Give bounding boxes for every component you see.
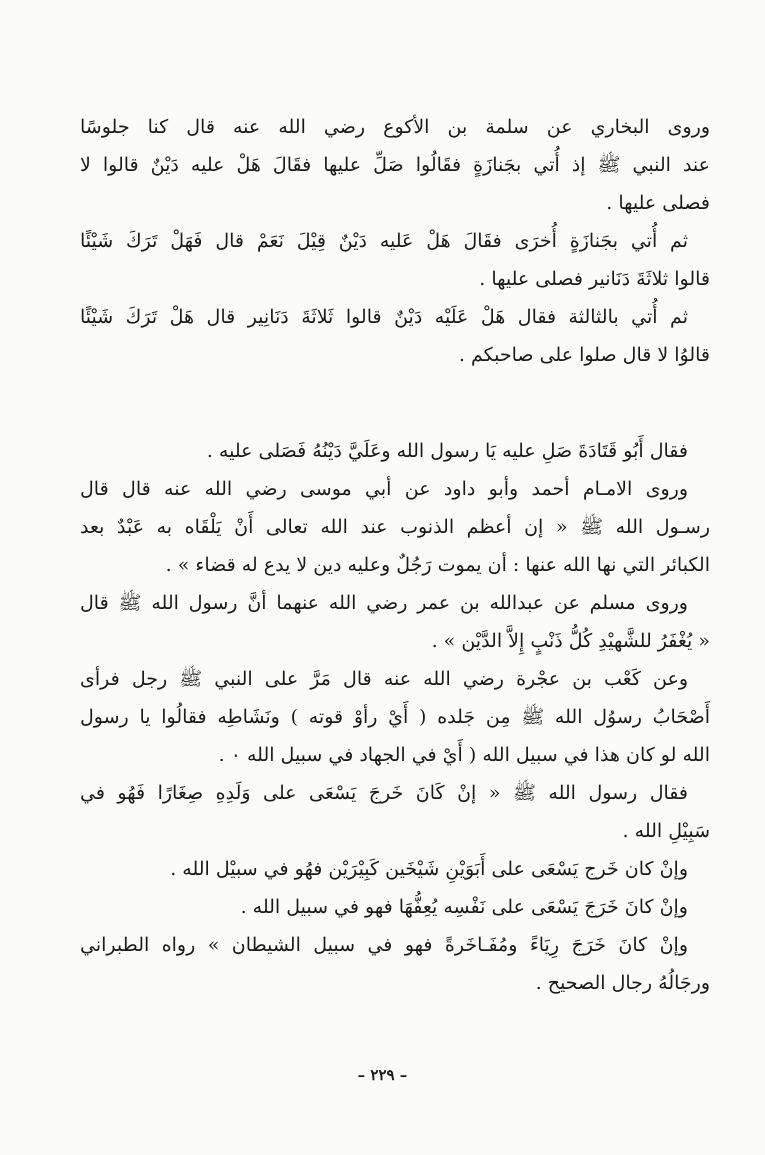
text-line: وإنْ كانَ خَرَجَ يَسْعَى على نَفْسِه يُعِفُّهَا فهو في سبيل الله . [240,896,688,918]
text-line: الله لو كان هذا في سبيل الله ( أَيْ في الجهاد في سبيل الله ٠ . [218,744,710,766]
text-line: وروى البخاري عن سلمة بن الأكوع رضي الله عنه قال كنا جلوسًا [80,116,710,138]
text-line: ورجَالُهُ رجال الصحيح . [535,972,710,994]
text-line: قالوُا لا قال صلوا على صاحبكم . [458,344,710,366]
text-block-top [80,108,710,374]
text-line: فقال أَبُو قَتَادَةَ صَلِ عليه يَا رسول الله وعَلَيَّ دَيْنُهُ فَصَلى عليه . [206,440,688,462]
text-line: وروى الامـام أحمد وأبو داود عن أبي موسى رضي الله عنه قال قال [80,478,688,500]
text-line: فقال رسول الله ﷺ « إنْ كَانَ خَرجَ يَسْعَى على وَلَدِهِ صِغَارًا فَهُو في [80,782,688,804]
text-line: ثم أُتي بالثالثة فقال هَلْ عَلَيْه دَيْنٌ قالوا ثَلاثَةَ دَنَانِير قال هَلْ تَرَكَ شَيْئًا [80,306,688,328]
text-line: وإنْ كان خَرج يَسْعَى على أَبَوَيْنِ شَيْخَين كَبِيْرَيْن فهُو في سبيْل الله . [170,858,688,880]
text-block-bottom [80,432,710,1002]
page-number: – ٢٢٩ – [357,1066,408,1084]
text-line: « يُغْفَرُ للشَّهيْدِ كُلُّ ذَنْبٍ إِلاَّ الدَّيْن » . [431,630,710,652]
text-line: وعن كَعْب بن عجْرة رضي الله عنه قال مَرَّ على النبي ﷺ رجل فرأى [80,668,688,690]
text-line: فصلى عليها . [606,192,710,214]
text-line: عند النبي ﷺ إذ أُتي بجَنازَةٍ فقَالُوا صَلِّ عليها فقَالَ هَلْ عليه دَيْنٌ قالوا لا [80,154,710,176]
text-line: رسـول الله ﷺ « إن أعظم الذنوب عند الله تعالى أَنْ يَلْقَاه به عَبْدٌ بعد [80,516,710,538]
text-line: سَبِيْلِ الله . [622,820,710,842]
text-line: قالوا ثلاثَةَ دَنَانير فصلى عليها . [479,268,710,290]
text-line: الكبائر التي نها الله عنها : أن يموت رَجُلٌ وعليه دين لا يدع له قضاء » . [165,554,710,576]
text-line: ثم أُتي بجَنازَةٍ أُخرَى فقَالَ هَلْ عَليه دَيْنٌ قِيْلَ نَعَمْ قال فَهَلْ تَرَكَ شَيْئًا [80,230,688,252]
text-line: وإنْ كانَ خَرَجَ رِيَاءً ومُفَـاخَرةً فهو في سبيل الشيطان » رواه الطبراني [80,934,688,956]
text-line: أَصْحَابُ رسوُل الله ﷺ مِن جَلده ( أَيْ رأوْ قوته ) ونَشَاطِه فقالُوا يا رسول [80,706,710,728]
text-line: وروى مسلم عن عبدالله بن عمر رضي الله عنهما أنَّ رسول الله ﷺ قال [80,592,688,614]
